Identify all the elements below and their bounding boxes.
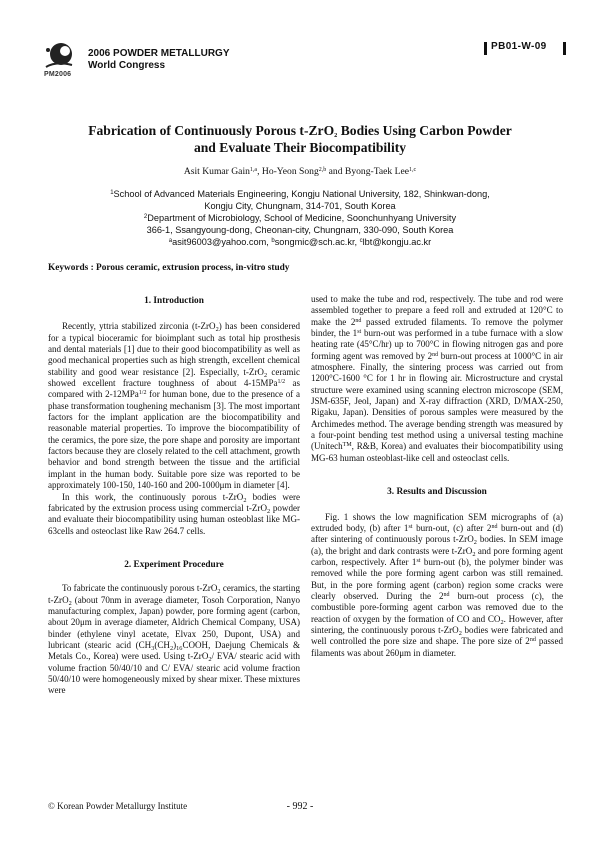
affiliation-2: $^2$Department of Microbiology, School of Medicine, Soonchunhyang University (143, 213, 457, 223)
conference-logo-icon (42, 41, 76, 71)
paper-title: Fabrication of Continuously Porous t-ZrO$_2$ Bodies Using Carbon Powder and Evaluate Their Biocompatibility (88, 123, 512, 155)
paragraph: To fabricate the continuously porous t-ZrO$_2$ ceramics, the starting t-ZrO$_2$ (about 70nm in average diameter, Tosoh Corporation, Nanyo manufacturing complex, Japan) powder, pore forming agent (carbon, about 20μm in average diameter, Aldrich Chemical Company, USA) binder (ethylene vinyl acetate, Elvax 250, Dupont, USA) and lubricant (stearic acid ($CH_3(CH_2)_{16}COOH$, Daejung Chemicals & Metals Co., Korea) were used. Using t-ZrO$_2$/ EVA/ stearic acid with volume fraction 50/40/10 and C/ EVA/ stearic acid volume fraction 50/40/10 were homogeneously mixed by shear mixer. These mixtures were (48, 583, 300, 696)
paragraph: Recently, yttria stabilized zirconia (t-ZrO$_2$) has been considered for a typical bioceramic for bioimplant such as total hip prosthesis and dental materials [1] due to their good biocompatibility as well as good mechanical properties such as high strength, excellent chemical stability and good wear resistance [2]. Especially, t-ZrO$_2$ ceramic showed excellent fracture toughness of about 4-15MPa$^{1/2}$ as compared with 2-12MPa$^{1/2}$ for human bone, due to the presence of a phase transformation toughening mechanism [3]. The most important factors for the implant application are the biocompatibility and reasonable material properties. To improve the biocompatibility of the ceramics, the pore size, the pore shape and porosity are important factors because they are closely related to the cell attachment, growth behavior and bond strength between the tissue and the artificial implant in the human body. Suitable pore size was reported to be approximately 100-150, 140-160 and 200-1000μm in diameter [4]. (48, 321, 300, 491)
keywords: Keywords : Porous ceramic, extrusion process, in-vitro study (48, 263, 290, 273)
section-heading-experiment: 2. Experiment Procedure (124, 559, 224, 570)
page-number: - 992 - (286, 801, 314, 812)
footer-copyright: © Korean Powder Metallurgy Institute (48, 801, 188, 811)
congress-line-1: 2006 POWDER METALLURGY (88, 48, 230, 59)
affiliations: $^1$School of Advanced Materials Engineering, Kongju National University, 182, Shinkwan-dong, Kongju City, Chungnam, 314-701, South Korea $^2$Department of Microbiology, School of Medicine, Soonchunhyang University 366-1, Ssangyoung-dong, Cheonan-city, Chungnam, 330-090, South Korea $^a$asit96003@yahoo.com, $^b$songmic@sch.ac.kr, $^c$lbt@kongju.ac.kr (40, 188, 560, 248)
section-heading-results: 3. Results and Discussion (387, 487, 487, 498)
column-right (311, 294, 563, 659)
author-list: Asit Kumar Gain$^{1,a}$, Ho-Yeon Song$^{2,b}$ and Byong-Taek Lee$^{1,c}$ (183, 166, 417, 177)
section-heading-introduction: 1. Introduction (144, 296, 204, 306)
code-bar-right (563, 42, 566, 55)
paragraph: used to make the tube and rod, respectively. The tube and rod were assembled together to prepare a feed roll and extruded at 120°C to make the 2nd passed extruded filaments. To remove the polymer binder, the 1st burn-out was performed in a tube furnace with a slow heating rate (45°C/hr) up to 700°C in flowing nitrogen gas and pore forming agent was removed by 2nd burn-out process at 1000°C in air atmosphere. Finally, the sintering process was carried out from 1200°C-1600 °C for 1 hr in flowing air. Microstructure and crystal structure were examined using scanning electron microscope (SEM, JSM-635F, Jeol, Japan) and X-ray diffraction (XRD, D/MAX-250, Rigaku, Japan). Densities of porous samples were measured by the Archimedes method. The average bending strength was measured by a four-point bending test method using a universal testing machine (Unitech™, R&B, Korea) and evaluates their biocompatibility using MG-63 human osteoblast-like cell and osteoclast cells. (311, 294, 563, 463)
congress-line-2: World Congress (88, 60, 166, 71)
paragraph: In this work, the continuously porous t-ZrO$_2$ bodies were fabricated by the extrusion process using commercial t-ZrO$_2$ powder and evaluate their biocompatibility using human osteoblast like MG-63cells and osteoclast like Raw 264.7 cells. (48, 491, 300, 536)
affiliation-1: $^1$School of Advanced Materials Engineering, Kongju National University, 182, Shinkwan-dong, (110, 189, 490, 199)
logo-text: PM2006 (44, 71, 72, 78)
code-bar-left (484, 42, 487, 55)
author-emails: $^a$asit96003@yahoo.com, $^b$songmic@sch.ac.kr, $^c$lbt@kongju.ac.kr (168, 237, 432, 247)
column-left (48, 296, 300, 697)
congress-name (88, 48, 230, 72)
paper-code: PB01-W-09 (491, 41, 547, 52)
paper-code-box (484, 41, 568, 55)
paragraph: Fig. 1 shows the low magnification SEM micrographs of (a) extruded body, (b) after 1st burn-out, (c) after 2nd burn-out and (d) after sintering of continuously porous t-ZrO$_2$ bodies. In SEM image (a), the bright and dark contrasts were t-ZrO$_2$ and pore forming agent carbon, respectively. After 1st burn-out (b), the polymer binder was removed while the pore forming agent carbon was still remained. But, in the pore forming agent (carbon) region some cracks were clearly observed. During the 2nd burn-out process (c), the combustible pore-forming agent carbon was removed due to the reaction of oxygen by the formation of CO and $CO_2$. However, after sintering, the continuously porous t-ZrO$_2$ bodies were fabricated and well controlled the pore size and shape. The pore size of 2nd passed filaments was about 260μm in diameter. (311, 511, 564, 658)
